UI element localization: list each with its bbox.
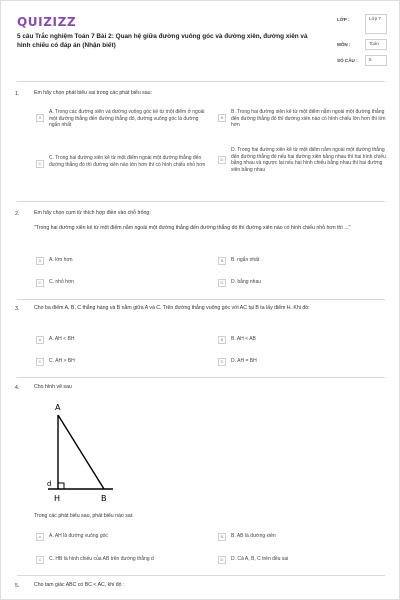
question-4-number: 4. (15, 385, 20, 391)
question-4-prompt: Trong các phát biểu sau, phát biểu nào sai: (34, 513, 134, 519)
q4-option-b[interactable] (218, 533, 388, 541)
label-b: B (101, 494, 107, 503)
option-letter-box: C (36, 279, 44, 287)
question-1-text: Em hãy chọn phát biểu sai trong các phát biểu sau: (34, 90, 152, 96)
option-text: A. lớn hơn (49, 257, 73, 263)
q2-option-d[interactable] (218, 279, 388, 287)
question-5-text: Cho tam giác ABC có BC < AC, khi đó : (34, 582, 125, 588)
option-letter-box: B (218, 533, 226, 541)
option-text: D. AH = BH (231, 358, 257, 364)
class-value: Lớp 7 (365, 14, 387, 34)
option-text: B. ngắn nhất (231, 257, 260, 263)
right-angle-mark (58, 483, 64, 489)
option-text: A. Trong các đường xiên và đường vuông góc kẻ từ một điểm ở ngoài một đường thẳng đến đường thẳng đó, đường vuông góc là đường ngắn nhất (49, 109, 205, 129)
header-divider (17, 81, 385, 82)
label-a: A (55, 403, 61, 412)
option-text: D. bằng nhau (231, 279, 262, 285)
option-text: C. nhỏ hơn (49, 279, 74, 285)
question-4-text: Cho hình vẽ sau (34, 384, 72, 390)
option-text: C. AH > BH (49, 358, 75, 364)
option-letter-box: C (36, 160, 44, 168)
option-letter-box: D (218, 556, 226, 564)
question-2-number: 2. (15, 211, 20, 217)
q1-option-b[interactable] (218, 109, 388, 129)
option-text: B. AB là đường xiên (231, 533, 276, 539)
label-d: d (47, 480, 52, 488)
option-letter-box: C (36, 556, 44, 564)
question-2-text: Em hãy chọn cụm từ thích hợp điền vào chỗ trống: (34, 210, 151, 216)
option-letter-box: B (218, 114, 226, 122)
question-2-quote: "Trong hai đường xiên kẻ từ một điểm nằm ngoài một đường thẳng đến đường thẳng đó thì đường xiên nào có hình chiếu nhỏ hơn thì ..." (34, 225, 351, 231)
q2-option-b[interactable] (218, 257, 388, 265)
option-letter-box: B (218, 257, 226, 265)
q1-option-d[interactable] (218, 147, 388, 173)
option-letter-box: A (36, 533, 44, 541)
subject-value: Toán (365, 39, 387, 50)
question-1-number: 1. (15, 91, 20, 97)
option-text: B. AH < AB (231, 336, 256, 342)
q4-option-c[interactable] (36, 556, 211, 564)
option-text: C. HB là hình chiếu của AB trên đường thẳng d (49, 556, 154, 562)
question-divider (17, 575, 385, 576)
option-letter-box: D (218, 279, 226, 287)
q4-option-a[interactable] (36, 533, 206, 541)
question-divider (17, 299, 385, 300)
label-h: H (54, 494, 61, 503)
option-letter-box: C (36, 358, 44, 366)
question-divider (17, 377, 385, 378)
option-text: A. AH là đường vuông góc (49, 533, 108, 539)
question-3-number: 3. (15, 306, 20, 312)
option-text: C. Trong hai đường xiên kẻ từ một điểm ngoài một đường thẳng đến đường thẳng đó thì đường xiên nào lớn hơn thì có hình chiếu nhỏ hơn (49, 155, 206, 168)
q2-option-c[interactable] (36, 279, 206, 287)
quizizz-logo: QUIZIZZ (17, 15, 77, 29)
option-letter-box: A (36, 257, 44, 265)
question-divider (17, 201, 385, 202)
q1-option-c[interactable] (36, 155, 206, 168)
option-letter-box: D (218, 358, 226, 366)
q3-option-c[interactable] (36, 358, 206, 366)
option-letter-box: D (218, 156, 226, 164)
question-count-value: 5 (365, 55, 387, 66)
option-letter-box: B (218, 336, 226, 344)
triangle-figure (47, 401, 115, 503)
q4-option-d[interactable] (218, 556, 388, 564)
segment-ab (58, 415, 104, 489)
q2-option-a[interactable] (36, 257, 206, 265)
q3-option-b[interactable] (218, 336, 388, 344)
option-text: D. Trong hai đường xiên kẻ từ một điểm nằm ngoài một đường thẳng đến đường thẳng đó nếu hai đường xiên bằng nhau thì hai hình chiếu bằng nhau và ngược lại nếu hai hình chiếu bằng nhau thì hai đường xiên bằng nhau (231, 147, 386, 173)
class-label: LỚP : (337, 17, 350, 22)
option-letter-box: A (36, 336, 44, 344)
page-title: 5 câu Trắc nghiệm Toán 7 Bài 2: Quan hệ giữa đường vuông góc và đường xiên, đường xiên và hình chiếu có đáp án (Nhận biết) (17, 33, 308, 49)
option-text: A. AH < BH (49, 336, 75, 342)
question-3-text: Cho ba điểm A, B, C thẳng hàng và B nằm giữa A và C. Trên đường thẳng vuông góc với AC tại B ta lấy điểm H. Khi đó: (34, 305, 310, 311)
q1-option-a[interactable] (36, 109, 206, 129)
question-5-number: 5. (15, 583, 20, 589)
option-letter-box: A (36, 114, 44, 122)
option-text: B. Trong hai đường xiên kẻ từ một điểm nằm ngoài một đường thẳng đến đường thẳng đó thì đường xiên nào có hình chiếu lớn hơn thì lớn hơn (231, 109, 386, 129)
q3-option-d[interactable] (218, 358, 388, 366)
q3-option-a[interactable] (36, 336, 206, 344)
subject-label: MÔN : (337, 42, 351, 47)
question-count-label: SỐ CÂU : (337, 58, 358, 63)
option-text: D. Cả A, B, C trên đều sai (231, 556, 289, 562)
